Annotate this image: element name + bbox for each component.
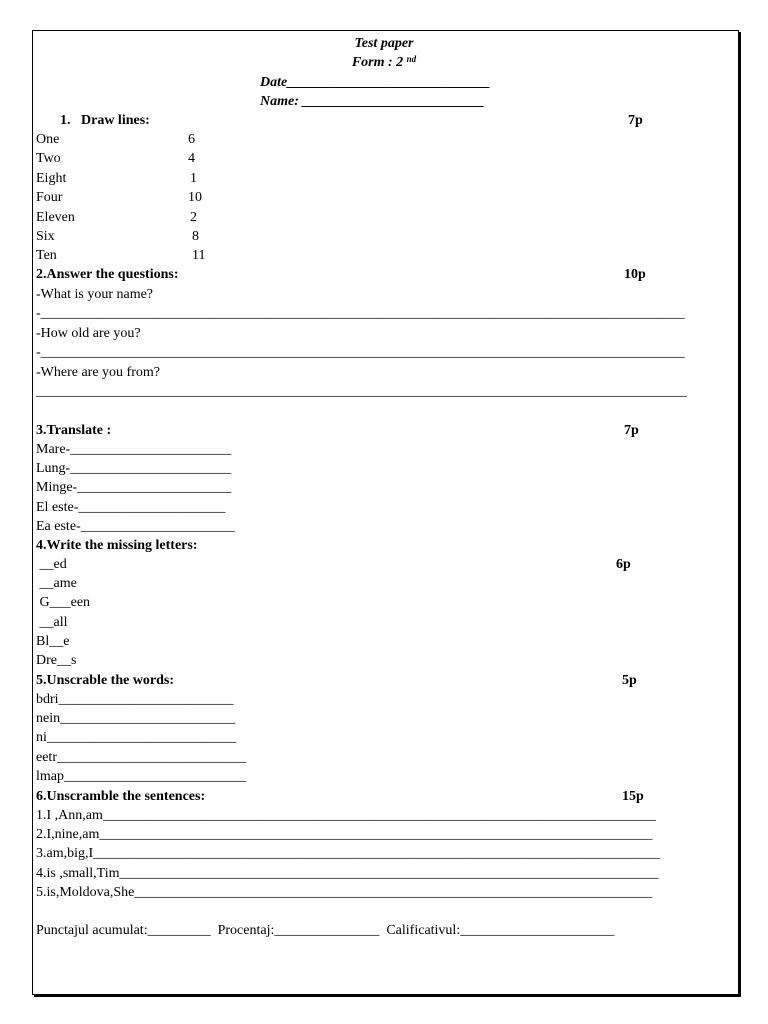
sentence-item: 2.I,nine,am_______________________________________________________________________________ [36,827,653,843]
name-label: Name: [260,94,299,109]
date-label: Date [260,75,288,90]
sentence-item: 4.is ,small,Tim_____________________________________________________________________________ [36,865,659,881]
draw-lines-number: 2 [190,209,197,225]
section4-points: 6p [616,557,631,572]
draw-lines-number: 8 [192,229,199,244]
page-title: Test paper [354,36,414,51]
section2-points: 10p [624,267,646,282]
question-line: -Where are you from? [36,364,160,380]
unscramble-word-item: nein_________________________ [36,711,236,727]
section4-title: 4.Write the missing letters: [36,538,198,553]
question-line: _____________________________________________________________________________________________ [36,384,687,399]
translate-item: Ea este-______________________ [36,518,235,534]
section2-title: 2.Answer the questions: [36,267,179,282]
missing-letters-item: __all [36,614,68,630]
form-label: Form : 2 [351,55,404,70]
missing-letters-item: G___een [36,595,91,611]
question-line: -How old are you? [36,325,141,341]
section5-points: 5p [622,673,637,688]
draw-lines-number: 6 [188,132,195,147]
section1-title: 1. Draw lines: [60,113,150,128]
form-line [0,54,768,71]
section3-title: 3.Translate : [36,423,112,438]
name-line [260,93,484,110]
sentence-item: 1.I ,Ann,am_______________________________________________________________________________ [36,808,656,823]
question-line: -____________________________________________________________________________________________ [36,306,685,322]
section6-points: 15p [622,789,644,804]
score-footer: Punctajul acumulat:_________ Procentaj:_______________ Calificativul:______________________ [36,923,615,938]
missing-letters-item: Dre__s [36,653,77,668]
draw-lines-number: 4 [188,151,195,167]
unscramble-word-item: eetr___________________________ [36,749,246,765]
unscramble-word-item: lmap__________________________ [36,768,246,784]
draw-lines-word: Four [36,190,63,206]
translate-item: El este-_____________________ [36,499,226,515]
translate-item: Lung-_______________________ [36,461,232,477]
section5-title: 5.Unscrable the words: [36,673,175,688]
section6-title: 6.Unscramble the sentences: [36,789,206,804]
draw-lines-word: Six [36,229,55,244]
date-field[interactable]: _____________________________ [287,75,491,90]
missing-letters-item: Bl__e [36,633,70,649]
unscramble-word-item: ni___________________________ [36,730,236,746]
name-field[interactable]: __________________________ [298,94,485,109]
unscramble-word-item: bdri_________________________ [36,692,234,707]
question-line: -____________________________________________________________________________________________ [36,345,685,361]
draw-lines-word: Eight [36,170,67,186]
draw-lines-word: One [36,132,60,147]
question-line: -What is your name? [36,287,154,302]
missing-letters-item: __ame [36,576,77,592]
sentence-item: 3.am,big,I_________________________________________________________________________________ [36,846,661,862]
form-superscript: nd [406,54,417,64]
draw-lines-word: Two [36,151,61,167]
section3-points: 7p [624,423,639,438]
translate-item: Minge-______________________ [36,480,232,496]
sentence-item: 5.is,Moldova,She__________________________________________________________________________ [36,884,653,900]
section1-points: 7p [628,113,643,128]
draw-lines-word: Ten [36,248,57,264]
draw-lines-number: 1 [190,170,197,186]
translate-item: Mare-_______________________ [36,442,232,457]
draw-lines-word: Eleven [36,209,75,225]
missing-letters-item: __ed [36,557,67,572]
date-line [260,74,490,91]
draw-lines-number: 10 [188,190,202,206]
draw-lines-number: 11 [192,248,206,264]
